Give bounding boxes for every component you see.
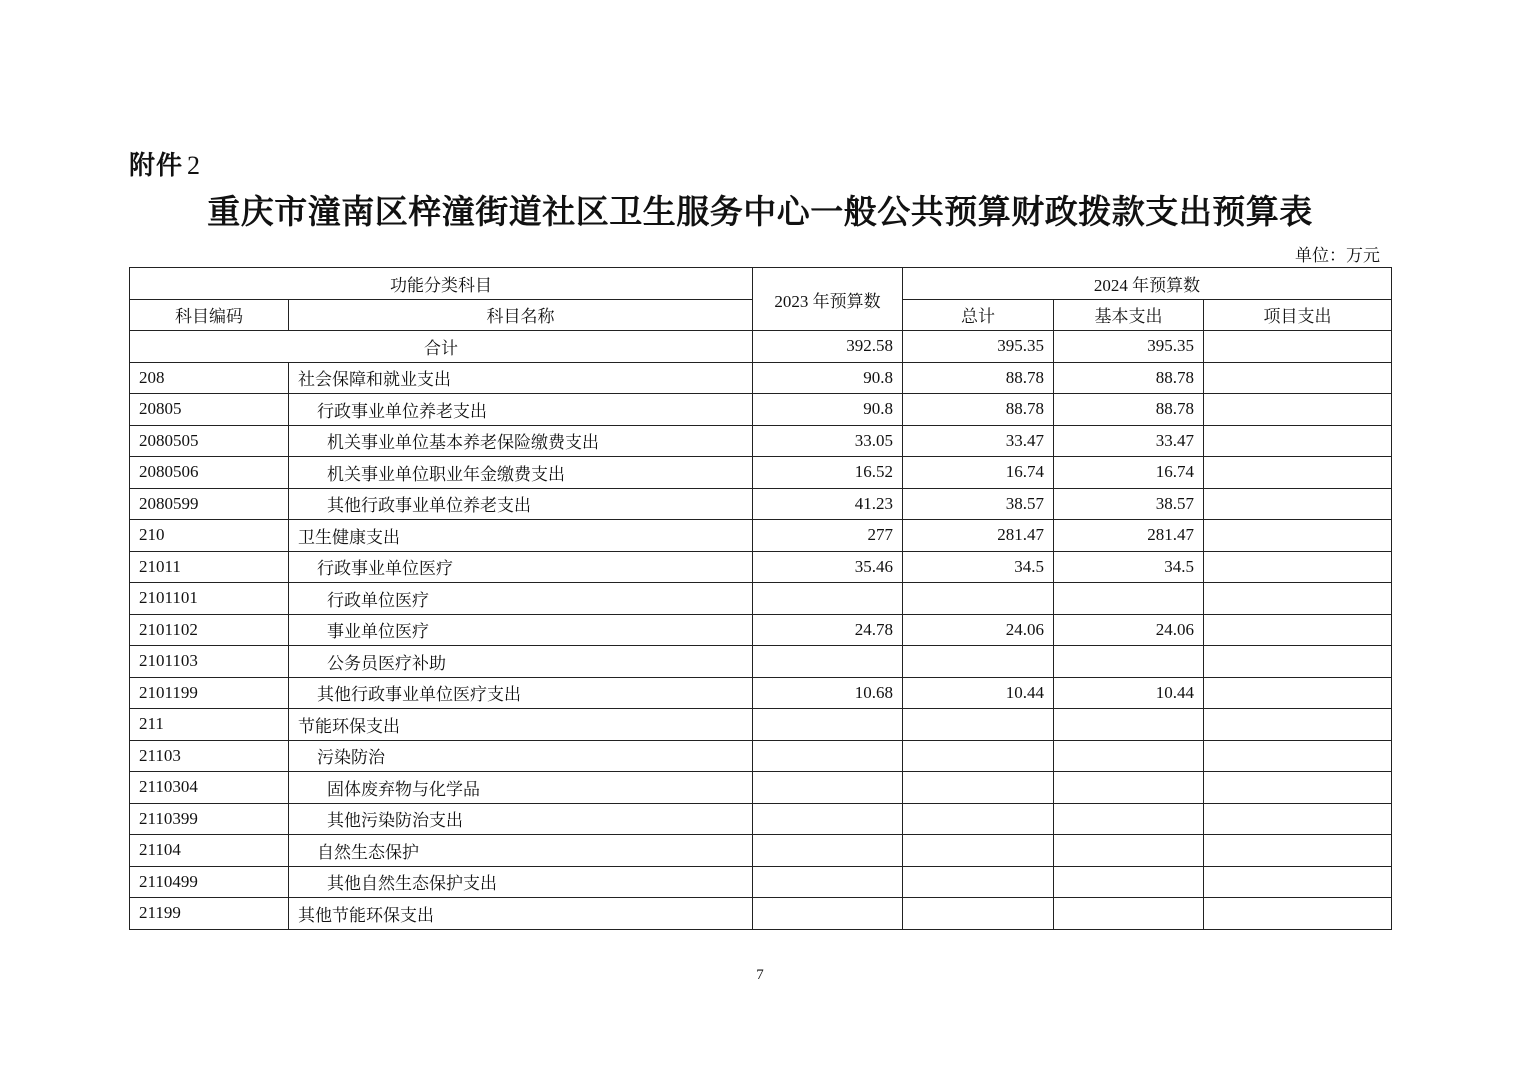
header-budget-2023: 2023 年预算数 [753, 268, 903, 331]
subject-code-cell: 2080599 [130, 488, 289, 520]
budget-2023-cell: 35.46 [753, 551, 903, 583]
header-project: 项目支出 [1204, 299, 1392, 331]
budget-2024-project-cell [1204, 709, 1392, 741]
subject-name-cell: 固体废弃物与化学品 [289, 772, 753, 804]
subject-name-cell: 社会保障和就业支出 [289, 362, 753, 394]
table-row [130, 362, 1392, 394]
budget-2024-total-cell [903, 835, 1054, 867]
total-row [130, 331, 1392, 363]
budget-2023-cell: 90.8 [753, 362, 903, 394]
budget-2024-total-cell [903, 740, 1054, 772]
subject-name-cell: 其他自然生态保护支出 [289, 866, 753, 898]
subject-name-cell: 其他行政事业单位养老支出 [289, 488, 753, 520]
table-row [130, 646, 1392, 678]
subject-code-cell: 20805 [130, 394, 289, 426]
budget-2024-project-cell [1204, 740, 1392, 772]
budget-2024-project-cell [1204, 457, 1392, 489]
table-row [130, 866, 1392, 898]
subject-code-cell: 210 [130, 520, 289, 552]
budget-2023-cell [753, 866, 903, 898]
budget-2023-cell [753, 772, 903, 804]
budget-2024-project-cell [1204, 898, 1392, 930]
page-number: 7 [756, 967, 764, 983]
subject-name-cell: 节能环保支出 [289, 709, 753, 741]
budget-2024-total-cell: 10.44 [903, 677, 1054, 709]
header-functional-class: 功能分类科目 [130, 268, 753, 300]
budget-2024-total-cell [903, 772, 1054, 804]
budget-2024-project-cell [1204, 551, 1392, 583]
budget-2024-basic-cell: 33.47 [1054, 425, 1204, 457]
budget-2024-project-cell [1204, 803, 1392, 835]
total-2024-project [1204, 331, 1392, 363]
table-row [130, 835, 1392, 867]
subject-name-cell: 其他行政事业单位医疗支出 [289, 677, 753, 709]
subject-code-cell: 2101101 [130, 583, 289, 615]
budget-2024-basic-cell [1054, 583, 1204, 615]
budget-2023-cell [753, 646, 903, 678]
budget-2023-cell [753, 740, 903, 772]
table-row [130, 457, 1392, 489]
subject-code-cell: 21011 [130, 551, 289, 583]
subject-code-cell: 2101199 [130, 677, 289, 709]
budget-2024-project-cell [1204, 614, 1392, 646]
budget-2024-total-cell [903, 898, 1054, 930]
budget-2024-total-cell: 34.5 [903, 551, 1054, 583]
budget-2024-basic-cell [1054, 709, 1204, 741]
budget-2024-total-cell: 88.78 [903, 362, 1054, 394]
budget-2024-basic-cell: 10.44 [1054, 677, 1204, 709]
header-budget-2024: 2024 年预算数 [903, 268, 1392, 300]
subject-code-cell: 2101102 [130, 614, 289, 646]
budget-2023-cell [753, 835, 903, 867]
subject-code-cell: 21104 [130, 835, 289, 867]
header-row-1 [130, 268, 1392, 300]
table-row [130, 677, 1392, 709]
budget-2023-cell: 10.68 [753, 677, 903, 709]
subject-code-cell: 2080505 [130, 425, 289, 457]
budget-2024-basic-cell: 281.47 [1054, 520, 1204, 552]
table-row [130, 709, 1392, 741]
budget-2024-total-cell: 16.74 [903, 457, 1054, 489]
subject-code-cell: 2110399 [130, 803, 289, 835]
total-2024-total: 395.35 [903, 331, 1054, 363]
subject-code-cell: 2110499 [130, 866, 289, 898]
subject-name-cell: 机关事业单位职业年金缴费支出 [289, 457, 753, 489]
budget-2024-total-cell: 281.47 [903, 520, 1054, 552]
table-row [130, 898, 1392, 930]
table-row [130, 394, 1392, 426]
budget-2024-project-cell [1204, 394, 1392, 426]
subject-name-cell: 其他污染防治支出 [289, 803, 753, 835]
budget-2023-cell: 16.52 [753, 457, 903, 489]
budget-2024-project-cell [1204, 866, 1392, 898]
total-2023: 392.58 [753, 331, 903, 363]
attachment-number: 2 [187, 151, 202, 180]
subject-name-cell: 机关事业单位基本养老保险缴费支出 [289, 425, 753, 457]
budget-2024-total-cell [903, 583, 1054, 615]
header-total: 总计 [903, 299, 1054, 331]
subject-code-cell: 2110304 [130, 772, 289, 804]
budget-2024-total-cell [903, 646, 1054, 678]
budget-table [129, 267, 1392, 930]
subject-code-cell: 21199 [130, 898, 289, 930]
budget-2024-basic-cell: 38.57 [1054, 488, 1204, 520]
budget-2024-basic-cell: 34.5 [1054, 551, 1204, 583]
budget-2024-basic-cell [1054, 772, 1204, 804]
budget-2024-project-cell [1204, 425, 1392, 457]
table-row [130, 614, 1392, 646]
budget-2024-project-cell [1204, 520, 1392, 552]
subject-name-cell: 公务员医疗补助 [289, 646, 753, 678]
budget-2023-cell: 33.05 [753, 425, 903, 457]
budget-2023-cell: 41.23 [753, 488, 903, 520]
total-label: 合计 [130, 331, 753, 363]
budget-2023-cell [753, 898, 903, 930]
header-code: 科目编码 [130, 299, 289, 331]
subject-name-cell: 卫生健康支出 [289, 520, 753, 552]
table-row [130, 488, 1392, 520]
budget-2024-project-cell [1204, 646, 1392, 678]
budget-2024-basic-cell [1054, 898, 1204, 930]
table-row [130, 772, 1392, 804]
budget-2024-total-cell: 88.78 [903, 394, 1054, 426]
budget-2024-total-cell: 24.06 [903, 614, 1054, 646]
subject-code-cell: 21103 [130, 740, 289, 772]
subject-code-cell: 208 [130, 362, 289, 394]
budget-2024-basic-cell: 16.74 [1054, 457, 1204, 489]
budget-2023-cell: 90.8 [753, 394, 903, 426]
attachment-text: 附件 [129, 151, 184, 181]
subject-code-cell: 211 [130, 709, 289, 741]
budget-2024-basic-cell: 88.78 [1054, 362, 1204, 394]
budget-2024-basic-cell [1054, 803, 1204, 835]
page-title: 重庆市潼南区梓潼街道社区卫生服务中心一般公共预算财政拨款支出预算表 [207, 192, 1313, 231]
budget-2024-basic-cell: 88.78 [1054, 394, 1204, 426]
budget-2024-basic-cell [1054, 646, 1204, 678]
table-row [130, 425, 1392, 457]
subject-name-cell: 其他节能环保支出 [289, 898, 753, 930]
budget-2024-total-cell [903, 803, 1054, 835]
budget-2023-cell [753, 709, 903, 741]
total-2024-basic: 395.35 [1054, 331, 1204, 363]
table-row [130, 520, 1392, 552]
budget-2024-project-cell [1204, 835, 1392, 867]
budget-2024-project-cell [1204, 488, 1392, 520]
subject-name-cell: 行政单位医疗 [289, 583, 753, 615]
budget-2024-total-cell: 38.57 [903, 488, 1054, 520]
subject-name-cell: 事业单位医疗 [289, 614, 753, 646]
budget-2024-total-cell: 33.47 [903, 425, 1054, 457]
budget-2024-basic-cell [1054, 740, 1204, 772]
subject-name-cell: 自然生态保护 [289, 835, 753, 867]
subject-code-cell: 2101103 [130, 646, 289, 678]
table-row [130, 551, 1392, 583]
budget-2024-basic-cell [1054, 866, 1204, 898]
budget-2024-basic-cell [1054, 835, 1204, 867]
budget-2023-cell: 24.78 [753, 614, 903, 646]
unit-label: 单位：万元 [1295, 246, 1380, 265]
header-basic: 基本支出 [1054, 299, 1204, 331]
budget-2024-project-cell [1204, 677, 1392, 709]
subject-name-cell: 行政事业单位医疗 [289, 551, 753, 583]
budget-2024-project-cell [1204, 772, 1392, 804]
budget-2023-cell [753, 583, 903, 615]
table-row [130, 583, 1392, 615]
subject-code-cell: 2080506 [130, 457, 289, 489]
subject-name-cell: 污染防治 [289, 740, 753, 772]
budget-2023-cell: 277 [753, 520, 903, 552]
header-name: 科目名称 [289, 299, 753, 331]
table-row [130, 803, 1392, 835]
budget-2024-project-cell [1204, 362, 1392, 394]
budget-2024-project-cell [1204, 583, 1392, 615]
budget-2024-total-cell [903, 866, 1054, 898]
budget-2024-total-cell [903, 709, 1054, 741]
budget-2024-basic-cell: 24.06 [1054, 614, 1204, 646]
attachment-label [129, 145, 201, 182]
budget-2023-cell [753, 803, 903, 835]
subject-name-cell: 行政事业单位养老支出 [289, 394, 753, 426]
table-row [130, 740, 1392, 772]
